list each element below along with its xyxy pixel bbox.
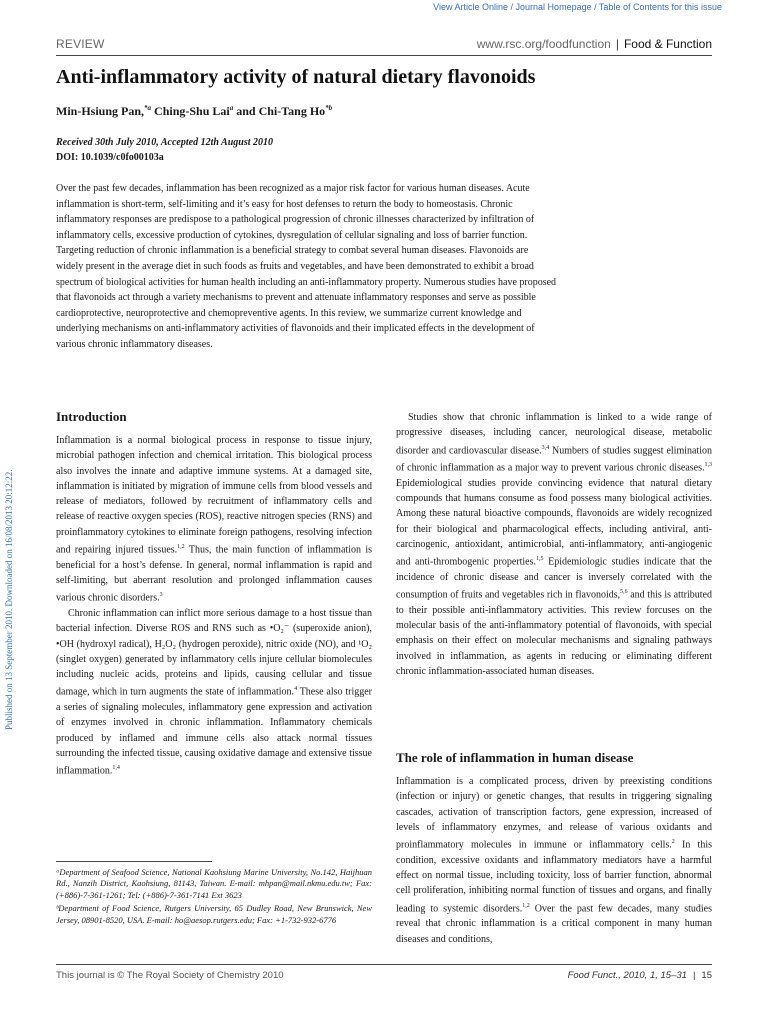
- journal-name: Food & Function: [623, 37, 712, 51]
- citation-footer: Food Funct., 2010, 1, 15–31 | 15: [567, 970, 712, 981]
- intro-paragraph-1: Inflammation is a normal biological process in response to tissue injury, microbial pathogen infection and chemical irritation. This biological process also involves the innate and adaptive immune systems. At a damaged site, inflammation is initiated by migration of immune cells from blood vessels and release of mediators, followed by recruitment of inflammatory cells and release of reactive oxygen species (ROS), reactive nitrogen species (RNS) and proinflammatory cytokines to eliminate foreign pathogens, resolving infection and repairing injured tissues.$^{1,2}$ Thus, the main function of inflammation is beneficial for a host’s defense. In general, normal inflammation is rapid and self-limiting, but aberrant resolution and prolonged inflammation causes various chronic disorders.$^3$: [56, 435, 373, 604]
- author-list: Min-Hsiung Pan,$^{*a}$ Ching-Shu Lai$^a$ and Chi-Tang Ho$^{*b}$: [56, 104, 333, 118]
- doi: DOI: 10.1039/c0fo00103a: [56, 152, 164, 163]
- intro-paragraph-2: Chronic inflammation can inflict more serious damage to a host tissue than bacterial infection. Diverse ROS and RNS such as •O₂⁻ (superoxide anion), •OH (hydroxyl radical), H₂O₂ (hydrogen peroxide), nitric oxide (NO), and ¹O₂ (singlet oxygen) generated by inflammatory cells injure cellular biomolecules including nucleic acids, proteins and lipids, causing cellular and tissue damage, which in turn augments the state of inflammation.$^4$ These also trigger a series of signaling molecules, inflammatory gene expression and activation of enzymes involved in chronic inflammation. Inflammatory chemicals produced by inflamed and immune cells also attack normal tissues surrounding the infected tissue, causing oxidative damage and extensive tissue inflammation.$^{1,4}$: [56, 607, 372, 777]
- citation: Food Funct., 2010, 1, 15–31: [567, 970, 687, 981]
- header-rule: [56, 55, 712, 56]
- intro-heading: Introduction: [56, 409, 127, 424]
- abstract: Over the past few decades, inflammation has been recognized as a major risk factor for various human diseases. Acute inflammation is short-term, self-limiting and it’s easy for host defenses to return the body to homeostasis. Chronic inflammatory responses are predispose to a pathological progression of chronic illnesses characterized by infiltration of inflammatory cells, excessive production of cytokines, dysregulation of cellular signaling and loss of barrier function. Targeting reduction of chronic inflammation is a beneficial strategy to combat several human diseases. Flavonoids are widely present in the average diet in such foods as fruits and vegetables, and have been demonstrated to exhibit a broad spectrum of biological activities for human health including an anti-inflammatory property. Numerous studies have proposed that flavonoids act through a variety mechanisms to prevent and attenuate inflammatory responses and serve as possible cardioprotective, neuroprotective and chemopreventive agents. In this review, we summarize current knowledge and underlying mechanisms on anti-inflammatory activities of flavonoids and their implicated effects in the development of various chronic inflammatory diseases.: [56, 183, 557, 350]
- footnote-b: ᵇDepartment of Food Science, Rutgers University, 65 Dudley Road, New Brunswick, New Jersey, 08901-8520, USA. E-mail: ho@aesop.rutgers.edu; Fax: +1-732-932-6776: [56, 903, 372, 925]
- publication-sidebar: Published on 13 September 2010. Downloaded on 16/08/2013 20:12:22.: [4, 469, 14, 730]
- affiliation-footnotes: [56, 867, 372, 928]
- right-paragraph-2: Inflammation is a complicated process, driven by preexisting conditions (infection or injury) or genetic changes, that results in triggering signaling cascades, activation of transcription factors, gene expression, increased of levels of inflammatory enzymes, and release of various oxidants and proinflammatory molecules in immune or inflammatory cells.$^2$ In this condition, excessive oxidants and inflammatory mediators have a harmful effect on normal tissue, including toxicity, loss of barrier function, abnormal cell proliferation, inhibiting normal function of tissues and organs, and finally leading to systemic disorders.$^{1,2}$ Over the past few decades, many studies reveal that chronic inflammation is a critical component in many human diseases and conditions,: [396, 776, 713, 945]
- footnote-a: ᵃDepartment of Seafood Science, National Kaohsiung Marine University, No.142, Haijhuan Rd., Nanzih District, Kaohsiung, 81143, Taiwan. E-mail: mhpan@mail.nkmu.edu.tw; Fax: (+886)-7-361-1261; Tel: (+886)-7-361-7141 Ext 3623: [56, 867, 372, 900]
- journal-header: www.rsc.org/foodfunction | Food & Function: [476, 37, 712, 51]
- section-heading-role: The role of inflammation in human disease: [396, 750, 634, 765]
- copyright: This journal is © The Royal Society of Chemistry 2010: [56, 970, 284, 981]
- article-title: Anti-inflammatory activity of natural dietary flavonoids: [56, 66, 536, 88]
- intro-column: [56, 433, 372, 779]
- right-column-bottom: [396, 774, 712, 947]
- footer-rule: [56, 964, 712, 965]
- journal-url[interactable]: www.rsc.org/foodfunction: [476, 37, 611, 51]
- right-paragraph-1: Studies show that chronic inflammation is linked to a wide range of progressive diseases, including cancer, neurological disease, metabolic disorder and cardiovascular disease.$^{3,4}$ Numbers of studies suggest elimination of chronic inflammation as a major way to prevent various chronic diseases.$^{1,3}$ Epidemiological studies provide convincing evidence that natural dietary compounds that humans consume as food possess many biological activities. Among these natural bioactive compounds, flavonoids are widely recognized for their biological and pharmacological effects, including antiviral, anti-carcinogenic, antioxidant, antimicrobial, anti-inflammatory, anti-angiogenic and anti-thrombogenic properties.$^{1,5}$ Epidemiologic studies indicate that the incidence of chronic disease and cancer is inversely correlated with the consumption of fruits and vegetables rich in flavonoids,$^{5,6}$ and this is attributed to their possible anti-inflammatory activities. This review forcuses on the molecular basis of the anti-inflammatory potential of flavonoids, with special emphasis on their effect on molecular mechanisms and signaling pathways involved in inflammation, as agents in reducing or eliminating different chronic inflammation-associated human diseases.: [396, 412, 712, 678]
- page-number: 15: [701, 970, 712, 981]
- section-label: REVIEW: [56, 37, 105, 51]
- article-links[interactable]: View Article Online / Journal Homepage / Table of Contents for this issue: [433, 2, 722, 12]
- right-column-top: [396, 410, 712, 679]
- footnote-rule: [56, 861, 212, 862]
- received-dates: Received 30th July 2010, Accepted 12th August 2010: [56, 137, 274, 148]
